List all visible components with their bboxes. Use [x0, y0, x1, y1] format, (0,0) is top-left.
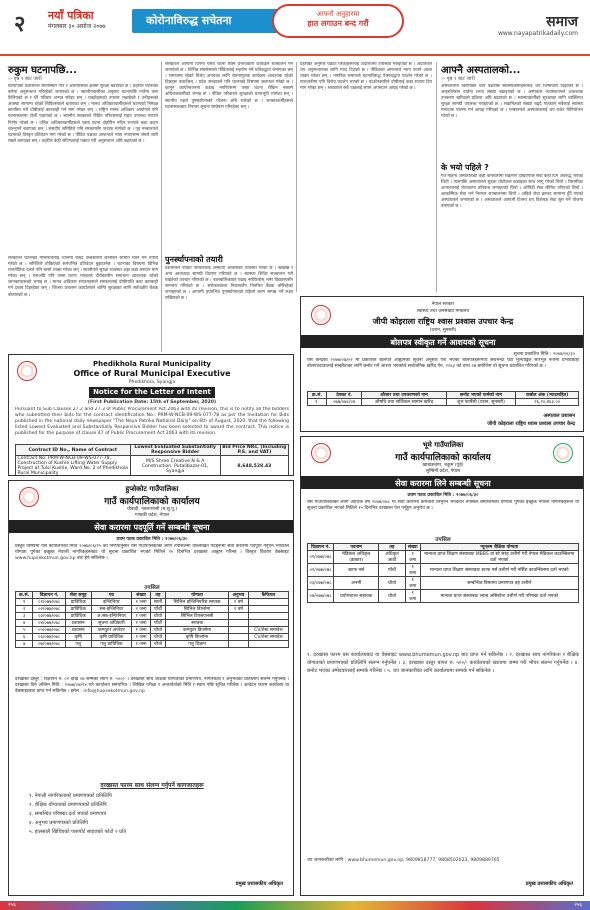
- table-header: औजार तथा उपकरणको नाम: [362, 392, 446, 399]
- table-row: [16, 620, 289, 627]
- table-cell: १ जना: [405, 551, 420, 564]
- table-header: क्र.सं.: [308, 392, 327, 399]
- jeevi-notice-title: बोलपत्र स्वीकृत गर्ने आशयको सूचना: [301, 335, 584, 348]
- table-cell: १ जना: [132, 599, 151, 606]
- table-cell: ०१/०७७/०७८: [308, 551, 334, 564]
- bhume-province: लुम्बिनी प्रदेश, नेपाल: [425, 469, 461, 474]
- bhume-publication-date: प्रथम पटक प्रकाशित मिति : २०७७/०६/३०: [407, 493, 479, 498]
- table-header: पद: [91, 592, 132, 599]
- table-cell: २६,२०,४६३.००: [516, 399, 579, 406]
- table-cell: १ जना: [132, 620, 151, 627]
- table-cell: ५: [16, 627, 33, 634]
- bhume-office-name: गाउँ कार्यपालिकाको कार्यालय: [395, 453, 491, 463]
- table-row: [16, 613, 289, 620]
- table-cell: प्राविधिक: [65, 613, 91, 620]
- hupsekot-location: धौबादी, नवलपरासी (ब.सु.पू.): [126, 507, 178, 512]
- hupsekot-office-name: गाउँ कार्यपालिकाको कार्यालय: [104, 497, 200, 507]
- table-cell: स्नातक: [165, 620, 228, 627]
- phedikhola-office-name: Office of Rural Municipal Executive: [73, 369, 231, 378]
- table-cell: ०३/०७७/०७८: [33, 613, 65, 620]
- hupsekot-province: गण्डकी प्रदेश, नेपाल: [135, 513, 169, 518]
- table-cell: १ जना: [132, 641, 151, 648]
- hupsekot-notice-title: सेवा करारमा पदपूर्ति गर्ने सम्बन्धी सूचना: [9, 520, 294, 533]
- table-cell: CV/टेस्ट समावेश: [248, 627, 288, 634]
- table-cell: ३: [16, 613, 33, 620]
- table-cell: पशु: [65, 641, 91, 648]
- column-divider: [436, 62, 437, 292]
- table-cell: १ जना: [405, 590, 420, 603]
- left-article-body: घटनापछि प्रशासनले सोतीस्थित गाउँ र आसपासका क्षेत्रमा सुरक्षा बढाएको छ । प्रहरीले घटनाका बारेमा अनुसन्धान गरिरहेको जनाएको छ । स्थानीयवासीका अनुसार घटनापछि गाउँमा त्रास फैलिएको छ र धेरै परिवार अन्यत्र सरेका छन् । घाइतेहरूको उपचार भइरहेको र उनीहरूको अवस्था सामान्य रहेको चिकित्सकले बताएका छन् । मानव अधिकारकर्मीहरूले घटनाको निष्पक्ष छानबिन गरी दोषीलाई कारबाही गर्न माग गरेका छन् । राष्ट्रिय मानव अधिकार आयोगले पनि घटनास्थलमा टोली पठाएको छ । स्थानीय सरकारले पीडित परिवारलाई राहत उपलब्ध गराउने निर्णय गरेको छ । दलित अधिकारकर्मीहरूले यस्ता घटना दोहोरिन नदिन राज्यले कडा कदम चाल्नुपर्ने बताएका छन् । संसदीय समितिले पनि सरकारसँग जवाफ मागेको छ । गृह मन्त्रालयले घटनाको विस्तृत प्रतिवेदन माग गरेको छ । पीडित पक्षका आफन्तले न्याय नपाएसम्म संघर्ष जारी राख्ने बताएका छन् । प्रहरीले केही संदिग्धलाई पक्राउ गरी अनुसन्धान अघि बढाएको छ ।: [8, 84, 158, 144]
- table-cell: सिभिल डिप्लोमा: [165, 606, 228, 613]
- table-cell: चौथो: [150, 634, 165, 641]
- table-cell: [248, 620, 288, 627]
- table-cell: १.: [308, 399, 327, 406]
- table-cell: [229, 620, 249, 627]
- bhume-notice-body-2: १. दरखास्त फारम यस कार्यालयबाट वा वेबसाइट www.bhumemun.gov.np बाट प्राप्त गर्न सकिनेछ । २. दरखास्त साथ नागरिकता र शैक्षिक योग्यताको प्रमाणपत्रको प्रतिलिपि संलग्न गर्नुपर्नेछ । ३. दरखास्त दस्तुर बापत रु. ५००/- कार्यालयको खातामा जम्मा गरी भौचर संलग्न गर्नुपर्नेछ । ४. छनोट भएका उम्मेदवारलाई सम्पर्क गरिनेछ । ५. थप जानकारीका लागि कार्यालयमा सम्पर्क गर्न सकिनेछ ।: [307, 652, 579, 674]
- table-cell: CV/टेस्ट समावेश: [248, 634, 288, 641]
- center-name: जीपी कोइराला राष्ट्रिय श्वास प्रश्वास उपचार केन्द्र: [372, 317, 514, 326]
- table-header: तह: [379, 544, 406, 551]
- table-header: संख्या: [405, 544, 420, 551]
- table-cell: ७: [16, 641, 33, 648]
- table-cell: प्रयोगशाला सहायक: [334, 590, 379, 603]
- right-article-body-2: गत महिना अस्पतालका केही कर्मचारीमा संक्रमण देखिएपछि सेवा केही दिन अवरुद्ध भएको थियो । त्यसपछि अस्पतालले सुरक्षा प्रोटोकल कडाइका साथ लागु गरेको थियो । बिरामीका आफन्तलाई भेटघाटमा प्रतिबन्ध लगाइएको थियो । ओपिडी सेवा सीमित गरिएको थियो । आकस्मिक सेवा भने निरन्तर सञ्चालनमा थियो । अहिले सेवा क्रमशः सामान्य हुँदै गएको अस्पतालले जनाएको छ । अस्पतालले आगामी दिनमा थप विशेषज्ञ सेवा सुरु गर्ने योजना बनाएको छ ।: [441, 174, 583, 210]
- table-cell: [229, 641, 249, 648]
- bhume-signature: प्रमुख प्रशासकीय अधिकृत: [525, 881, 573, 887]
- table-header: Lowest Evaluated Substantially Responsive Bidder: [130, 445, 220, 456]
- table-cell: १ जना: [405, 564, 420, 577]
- table-cell: कृषि डिप्लोमा: [165, 634, 228, 641]
- bhume-notice-body: यस गाउँपालिकाको लागि आर्थिक वर्ष २०७७/०७८ मा सेवा करारमा कर्मचारी लिनुपर्ने भएकोले तपसिल बमोजिमको योग्यता पुगेका इच्छुक नेपाली नागरिकहरूले यो सूचना प्रकाशित भएको मितिले १५ दिनभित्र दरखास्त पेश गर्नुहुन अनुरोध छ ।: [307, 500, 579, 511]
- jeevi-signature-2: जीपी कोइराला राष्ट्रिय श्वास प्रश्वास उपचार केन्द्र: [487, 421, 575, 427]
- table-header: विज्ञापन नं.: [33, 592, 65, 599]
- left-article-title: रुकुम घटनापछि...: [8, 65, 77, 76]
- jeevi-signature-1: अस्पताल प्रशासन: [543, 413, 575, 419]
- table-cell: १: [16, 599, 33, 606]
- table-cell: सम्बन्धित विषयमा प्रमाणपत्र तह उत्तीर्ण: [420, 577, 578, 590]
- table-cell: 8,648,528.43: [220, 456, 288, 477]
- table-row: [308, 564, 579, 577]
- table-cell: सूचना अधिकारी: [91, 620, 132, 627]
- phedikhola-award-table: [15, 444, 289, 476]
- page-number: २: [14, 12, 26, 37]
- masthead: [0, 0, 590, 56]
- table-cell: ०७७/०७८/०४: [327, 399, 362, 406]
- table-cell: सातौं: [150, 599, 165, 606]
- table-cell: ०२/०७७/०७८: [308, 564, 334, 577]
- table-cell: १ जना: [132, 613, 151, 620]
- phedikhola-notice-title: Notice for the Letter of Intent: [89, 387, 215, 398]
- table-cell: सिभिल इन्जिनियरिङ स्नातक: [165, 599, 228, 606]
- table-cell: चौथो: [379, 577, 406, 590]
- table-cell: M/S Shree Creative N & A Construction, Putalibazar-01, Syangja: [130, 456, 220, 477]
- table-header: योग्यता: [165, 592, 228, 599]
- list-item: १. नेपाली नागरिकताको प्रमाणपत्रको प्रतिलिपि: [29, 793, 112, 799]
- table-cell: पाँचौं: [150, 620, 165, 627]
- gp-koirala-center-notice-ad: [300, 296, 584, 432]
- table-cell: ६: [16, 634, 33, 641]
- footer-left-code: २५६: [8, 902, 16, 908]
- bhume-notice-title: सेवा करारमा लिने सम्बन्धी सूचना: [301, 476, 584, 489]
- hupsekot-notice-body-2: दरखास्त दस्तुर : विज्ञापन नं. ०१ देखि ०७ सम्मका लागि रु. ५००/- । दरखास्त साथ शैक्षिक योग्यताका प्रमाणपत्र, नागरिकता र अनुभवको प्रतिलिपि संलग्न गर्नुपर्नेछ । दरखास्त दिने अन्तिम मिति : २०७७/०७/१४ गते कार्यालय समयभित्र । लिखित परीक्षा र अन्तर्वार्ताको मिति र स्थान पछि सूचित गरिनेछ । आवेदन फारम कार्यालय वा वेबसाइटबाट प्राप्त गर्न सकिनेछ । इमेल : info@hupsekotmun.gov.np: [15, 677, 289, 694]
- table-cell: चौथो: [150, 641, 165, 648]
- table-cell: Contract No: PRM-W-NCB-09-WS-077-78, Construction of Kushle Lifting Water Supply Project at Tulsi Kushle, Ward No. 2 of Phedikhola Rural Municipality: [16, 456, 131, 477]
- table-header: तह: [150, 592, 165, 599]
- left-article-body-2: सरकारले घटनाको गम्भीरतालाई ध्यानमा राख्दै उच्चस्तरीय छानबिन समिति गठन गर्ने तयारी गरेको छ । समितिले तोकिएको समयभित्र प्रतिवेदन बुझाउनेछ । घटनाका विषयमा विभिन्न राजनीतिक दलले पनि चासो व्यक्त गरेका छन् । स्थानीयले सुरक्षा व्यवस्था अझ कडा बनाउन माग गरेका छन् । यसअघि पनि यस्ता घटना भएकाले दीर्घकालीन समाधान आवश्यक रहेको जानकारहरूको भनाइ छ । मानव अधिकार संगठनहरूले सरकारलाई दोषीमाथि कडा कारबाही गर्न दबाब दिइरहेका छन् । जिल्ला प्रशासन कार्यालयले शान्ति सुरक्षाका लागि सर्वपक्षीय बैठक बोलाएको छ ।: [8, 256, 158, 298]
- table-cell: अनमी: [334, 577, 379, 590]
- table-cell: प्राविधिक: [65, 606, 91, 613]
- table-cell: पशु प्राविधिक: [91, 641, 132, 648]
- table-cell: प्राविधिक: [65, 599, 91, 606]
- right-top-article-body: प्रहरीका अनुसार पक्राउ परेकाहरूलाई अदालतमा उपस्थित गराइएको छ । अदालतले थप अनुसन्धानका लागि म्याद दिएको छ । पीडितका आफन्तले न्याय पाउने आशा व्यक्त गरेका छन् । नागरिक समाजले घटनाविरुद्ध ऐक्यबद्धता प्रदर्शन गरेको छ । राजधानीमा पनि विरोध प्रदर्शन भएको छ । प्रदर्शनकारीले दोषीलाई कडा सजाय दिन माग गरेका छन् । सरकारले सबै पक्षलाई संयम अपनाउन आग्रह गरेको छ ।: [300, 62, 432, 92]
- middle-article-body-2: प्रशासनले पीडित परिवारलाई अस्थायी आवासको व्यवस्था गरेको छ । खाद्यान्न र अन्य आवश्यक सामग्री वितरण गरिएको छ । स्वास्थ्य शिविर सञ्चालन गरी घाइतेको उपचार गरिएको छ । बालबालिकाको पढाइ नरोकियोस् भनेर विद्यालयसँग समन्वय गरिएको छ । सरोकारवाला निकायसँग नियमित बैठक बसिरहेको जनाइएको छ । आगामी हप्ताभित्र पुनर्स्थापनाको पहिलो चरण सम्पन्न गर्ने लक्ष्य राखिएको छ ।: [165, 266, 293, 302]
- right-article-byline: ›› पृष्ठ १ बाट जारी: [441, 76, 475, 82]
- table-cell: प्रशासन: [65, 627, 91, 634]
- bhume-vacancy-ad: [300, 436, 584, 896]
- table-cell: ०१/०७७/०७८: [33, 599, 65, 606]
- phedikhola-notice-body: Pursuant to Sub Clauses 27.2 and 27.3 of Public Procurement Act 2063 with its revision, this is to notify all the bidders who submitted their bids for the contract identification No.: PRM-W-NCB-09-WS-077-78 as per the Invitation for Bids published in the national daily newspaper "The Naya Patrika National Daily" on 6th of August, 2020, that the following listed Lowest Evaluated and Substantially Responsive Bidder has been selected to award the contract. This notice is published for the purpose of clause 47 of Public Procurement Act 2063 with its revision.: [15, 407, 289, 436]
- slogan-line-2: हात लगाउन बन्द गरौं: [307, 19, 369, 29]
- table-cell: पाँचौं: [150, 606, 165, 613]
- table-header: क्र.सं.: [16, 592, 33, 599]
- table-cell: अधिकृत आठौं: [379, 551, 406, 564]
- table-row: [308, 551, 579, 564]
- table-header: छनोट भएको फर्मको नाम: [446, 392, 516, 399]
- hupsekot-vacancy-table: [15, 591, 289, 648]
- table-cell: १ वर्ष: [229, 606, 249, 613]
- table-cell: कृषि: [65, 634, 91, 641]
- table-header: विज्ञापन नं.: [308, 544, 334, 551]
- phedikhola-location: Phedikhola, Syangja: [128, 380, 176, 385]
- table-cell: [229, 634, 249, 641]
- paper-name: नयाँ पत्रिका: [48, 9, 94, 22]
- table-cell: कम्प्युटर डिप्लोमा: [165, 627, 228, 634]
- table-cell: [248, 641, 288, 648]
- table-header: सेवा समूह: [65, 592, 91, 599]
- table-cell: मान्यता प्राप्त शिक्षण संस्थाबाट स्टाफ नर्स उत्तीर्ण गरी नर्सिङ काउन्सिलमा दर्ता भएको: [420, 564, 578, 577]
- table-cell: १ जना: [405, 577, 420, 590]
- left-article-byline: ›› पृष्ठ १ बाट जारी: [8, 76, 42, 82]
- hupsekot-publication-date: प्रथम पटक प्रकाशित मिति : २०७७/०६/३०: [116, 537, 188, 542]
- table-cell: [248, 613, 288, 620]
- table-cell: शुभ फार्मेसी (धरान, सुनसरी): [446, 399, 516, 406]
- hupsekot-documents-heading: दरखास्त फारम साथ संलग्न गर्नुपर्ने कागजातहरू: [100, 782, 204, 789]
- table-cell: ०४/०७७/०७८: [33, 620, 65, 627]
- table-cell: ०३/०७७/०७८: [308, 577, 334, 590]
- table-cell: १ जना: [132, 634, 151, 641]
- table-cell: २ जना: [132, 606, 151, 613]
- middle-article-body: सरकारले आगामी दिनमा यस्ता घटना रोक्न प्रभावकारी कार्यक्रम सञ्चालन गर्ने जनाएको छ । विभिन्न संघसंस्थाले पीडितलाई सहयोग गर्ने प्रतिबद्धता जनाएका छन् । समाजमा रहेको विभेद अन्त्यका लागि चेतनामूलक कार्यक्रम आवश्यक रहेको विज्ञहरू बताउँछन् । प्रदेश सरकारले पनि घटनाको विषयमा छलफल गरेको छ । कानुन कार्यान्वयनमा कडाइ नगरिएसम्म यस्ता घटना रोकिन नसक्ने अधिकारकर्मीको भनाइ छ । पीडित परिवारले सुरक्षाको प्रत्याभूति मागेका छन् । स्थानीय तहले पुनर्स्थापनाको योजना अघि सारेको छ । सञ्चारकर्मीहरूले घटनास्थलबाट निरन्तर सूचना सम्प्रेषण गरिरहेका छन् ।: [165, 62, 293, 110]
- hupsekot-vacancy-ad: [8, 480, 294, 896]
- list-item: २. शैक्षिक योग्यताको प्रमाणपत्रको प्रतिलिपि: [29, 802, 107, 808]
- hupsekot-notice-body: प्रस्तुत विषयमा यस कार्यालयको मिति २०७७/०६/२५ को निर्णयानुसार यस गाउँपालिकाको लागि तपसिलमा उल्लिखित पदहरूमा सेवा करारमा पदपूर्ति गर्नुपर्ने भएकोले योग्यता पुगेका इच्छुक नेपाली नागरिकहरूबाट यो सूचना प्रकाशित भएको मितिले १५ दिनभित्र दरखास्त आह्वान गरिन्छ । विस्तृत विवरण वेबसाइट www.hupsekotmun.gov.np बाट हेर्न सकिनेछ ।: [15, 544, 289, 561]
- table-cell: १ वर्ष: [229, 599, 249, 606]
- table-header: Contract ID No., Name of Contract: [16, 445, 131, 456]
- right-article-subhead: के भयो पहिले ?: [441, 163, 489, 172]
- table-cell: चौथो: [379, 590, 406, 603]
- hupsekot-signature: प्रमुख प्रशासकीय अधिकृत: [235, 881, 283, 887]
- phedikhola-notice-ad: [8, 354, 294, 476]
- list-item: ५. हालसालै खिचिएको पासपोर्ट साइजको फोटो २ प्रति: [29, 829, 127, 835]
- table-header: संख्या: [132, 592, 151, 599]
- website-url: www.nayapatrikadaily.com: [497, 30, 578, 37]
- table-cell: [229, 613, 249, 620]
- table-cell: सब-इन्जिनियर: [91, 606, 132, 613]
- slogan-line-1: आफ्नो अनुहारमा: [316, 10, 360, 18]
- column-divider: [296, 62, 297, 292]
- table-header: Bid Price NRs. (Including P.S. and VAT): [220, 445, 288, 456]
- bhume-contact-info: थप जानकारीका लागि : www.bhumemun.gov.np, 9809818777, 9808502023, 9809889765: [307, 858, 500, 863]
- right-article-body: अस्पतालमा बिरामीको चाप बढेपछि स्वास्थ्यकर्मीहरूलाई थप जिम्मेवारी दिइएको छ । आइसोलेसन वार्डमा शय्या संख्या बढाइएको छ । अस्पताल व्यवस्थापनले आवश्यक उपकरण खरिदको प्रक्रिया अघि बढाएको छ । स्वास्थ्यकर्मीको सुरक्षाका लागि व्यक्तिगत सुरक्षा सामग्री उपलब्ध गराइएको छ । संक्रमितको संख्या बढ्दै गएकाले सबैलाई स्वास्थ्य मापदण्ड पालना गर्न आग्रह गरिएको छ । मन्त्रालयले अस्पताललाई थप बजेट विनियोजन गरेको छ ।: [441, 84, 583, 120]
- table-cell: मान्यता प्राप्त संस्थाबाट ल्याब असिस्टेन्ट उत्तीर्ण गरी परिषद्मा दर्ता भएको: [420, 590, 578, 603]
- table-header: अनुभव: [229, 592, 249, 599]
- table-cell: ०२/०७७/०७८: [33, 606, 65, 613]
- table-row: [16, 599, 289, 606]
- table-cell: ०५/०७७/०७८: [33, 627, 65, 634]
- table-cell: प्रशासन: [65, 620, 91, 627]
- issue-date: मंगलबार ३० असोज २०७७: [48, 23, 106, 30]
- hupsekot-documents-list: [29, 792, 279, 837]
- table-cell: इन्जिनियर: [91, 599, 132, 606]
- table-cell: मेडिकल अधिकृत (डाक्टर): [334, 551, 379, 564]
- footer-right-code: २५६: [574, 902, 582, 908]
- table-cell: ०६/०७७/०७८: [33, 634, 65, 641]
- list-item: ३. सम्बन्धित परिषद्मा दर्ता भएको प्रमाणपत्र: [29, 811, 107, 817]
- right-article-title: आफ्नै अस्पतालको...: [441, 65, 521, 76]
- middle-article-subhead: पुनर्स्थापनाको तयारी: [165, 255, 223, 264]
- table-cell: १ जना: [132, 627, 151, 634]
- gov-line: नेपाल सरकार: [431, 302, 455, 307]
- table-header: कबोल अंक (भ्याटसहित): [516, 392, 579, 399]
- table-row: [16, 627, 289, 634]
- table-cell: [248, 606, 288, 613]
- table-cell: २: [16, 606, 33, 613]
- table-cell: कृषि प्राविधिक: [91, 634, 132, 641]
- table-cell: [248, 599, 288, 606]
- table-row: [308, 577, 579, 590]
- campaign-banner: कोरोनाविरुद्ध सचेतना: [132, 9, 390, 33]
- table-row: [16, 641, 289, 648]
- footer-color-bar: [0, 901, 590, 910]
- jeevi-award-table: [307, 391, 579, 406]
- table-cell: सिभिल टिएसएलसी: [165, 613, 228, 620]
- list-item: ४. अनुभव प्रमाणपत्रको प्रतिलिपि: [29, 820, 89, 826]
- ministry-line: स्वास्थ्य तथा जनसंख्या मन्त्रालय: [416, 309, 470, 314]
- table-cell: स्टाफ नर्स: [334, 564, 379, 577]
- jeevi-notice-body: यस केन्द्रको २०७७/०७/०२ मा प्रकाशित बोलपत्र आह्वानको सूचना अनुसार पेश भएका बोलपत्रहरूमध्ये सबैभन्दा घटी मूल्याङ्कित सारभूत रूपमा प्रभावग्राही बोलपत्रदातालाई सम्झौताका लागि छनोट गर्ने आशय भएकोले सार्वजनिक खरिद ऐन, २०६३ को दफा २७ बमोजिम यो सूचना प्रकाशित गरिएको छ ।: [307, 358, 579, 369]
- table-cell: ४: [16, 620, 33, 627]
- table-header: न्यूनतम शैक्षिक योग्यता: [420, 544, 578, 551]
- table-cell: औषधि तथा सर्जिकल सामान खरिद: [362, 399, 446, 406]
- table-row: [16, 634, 289, 641]
- table-cell: पशु विज्ञान: [165, 641, 228, 648]
- phedikhola-publication-date: (First Publication Date: 15th of September, 2020): [87, 400, 217, 405]
- hupsekot-tapsil-heading: तपसिल: [144, 585, 160, 591]
- column-divider: [161, 62, 162, 352]
- table-cell: चौथो: [150, 627, 165, 634]
- table-cell: अ.सब-इन्जिनियर: [91, 613, 132, 620]
- table-cell: ०७/०७७/०७८: [33, 641, 65, 648]
- phedikhola-org-name: Phedikhola Rural Municipality: [93, 360, 211, 368]
- table-header: पदनाम: [334, 544, 379, 551]
- table-cell: ०४/०७७/०७८: [308, 590, 334, 603]
- section-name: समाज: [546, 14, 578, 30]
- table-cell: [229, 627, 249, 634]
- table-cell: कम्प्युटर अपरेटर: [91, 627, 132, 634]
- jeevi-publication-date: सूचना प्रकाशित मिति : २०७७/०६/३०: [513, 352, 575, 357]
- table-header: कैफियत: [248, 592, 288, 599]
- bhume-tapsil-heading: तपसिल: [435, 537, 451, 543]
- bhume-vacancy-table: [307, 543, 579, 603]
- table-cell: मान्यता प्राप्त शिक्षण संस्थाबाट MBBS वा सो सरह उत्तीर्ण गरी नेपाल मेडिकल काउन्सिलमा दर्ता भएको: [420, 551, 578, 564]
- bhume-location: खाबाङबगर, रुकुम (पूर्व): [422, 463, 464, 468]
- table-cell: चौथो: [150, 613, 165, 620]
- table-row: [16, 606, 289, 613]
- bhume-org-name: भूमे गाउँपालिका: [422, 441, 464, 449]
- table-row: [308, 590, 579, 603]
- table-cell: पाँचौं: [379, 564, 406, 577]
- slogan-badge: [272, 4, 404, 38]
- center-location: (धरान, सुनसरी): [429, 328, 457, 333]
- hupsekot-org-name: हुप्सेकोट गाउँपालिका: [125, 485, 179, 493]
- table-header: ठेक्का नं.: [327, 392, 362, 399]
